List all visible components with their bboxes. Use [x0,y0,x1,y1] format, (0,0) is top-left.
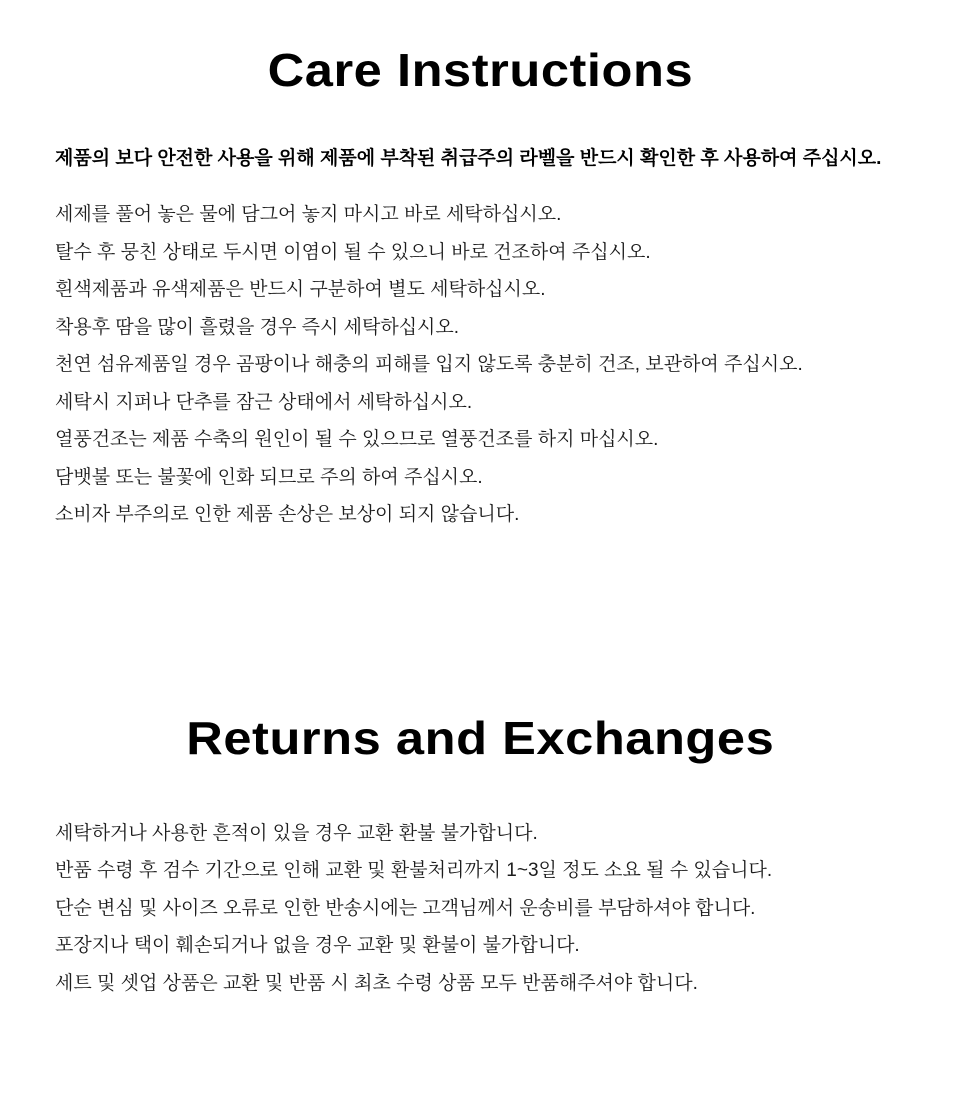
care-instructions-list [0,196,960,534]
list-item: 탈수 후 뭉친 상태로 두시면 이염이 될 수 있으니 바로 건조하여 주십시오. [55,241,651,263]
care-instructions-title-text: Care Instructions [267,44,693,96]
care-instructions-title [0,0,960,97]
list-item: 착용후 땀을 많이 흘렸을 경우 즉시 세탁하십시오. [55,316,460,338]
returns-exchanges-title [0,712,960,765]
list-item: 소비자 부주의로 인한 제품 손상은 보상이 되지 않습니다. [55,504,520,525]
list-item: 세제를 풀어 놓은 물에 담그어 놓지 마시고 바로 세탁하십시오. [55,204,562,225]
list-item: 담뱃불 또는 불꽃에 인화 되므로 주의 하여 주십시오. [55,466,483,488]
list-item: 열풍건조는 제품 수축의 원인이 될 수 있으므로 열풍건조를 하지 마십시오. [55,429,659,450]
list-item: 포장지나 택이 훼손되거나 없을 경우 교환 및 환불이 불가합니다. [55,935,580,956]
care-safety-notice: 제품의 보다 안전한 사용을 위해 제품에 부착된 취급주의 라벨을 반드시 확인한 후 사용하여 주십시오. [55,148,882,169]
list-item: 세탁시 지퍼나 단추를 잠근 상태에서 세탁하십시오. [55,391,473,413]
care-instructions-section [0,0,960,534]
returns-policy-list [0,815,960,1003]
list-item: 흰색제품과 유색제품은 반드시 구분하여 별도 세탁하십시오. [55,279,546,300]
returns-exchanges-title-text: Returns and Exchanges [185,711,774,764]
list-item: 반품 수령 후 검수 기간으로 인해 교환 및 환불처리까지 1~3일 정도 소요 될 수 있습니다. [55,860,773,881]
returns-exchanges-section [0,712,960,1003]
list-item: 천연 섬유제품일 경우 곰팡이나 해충의 피해를 입지 않도록 충분히 건조, 보관하여 주십시오. [55,354,803,375]
list-item: 세트 및 셋업 상품은 교환 및 반품 시 최초 수령 상품 모두 반품해주셔야 합니다. [55,972,698,994]
list-item: 세탁하거나 사용한 흔적이 있을 경우 교환 환불 불가합니다. [55,822,538,844]
list-item: 단순 변심 및 사이즈 오류로 인한 반송시에는 고객님께서 운송비를 부담하셔야 합니다. [55,897,756,919]
